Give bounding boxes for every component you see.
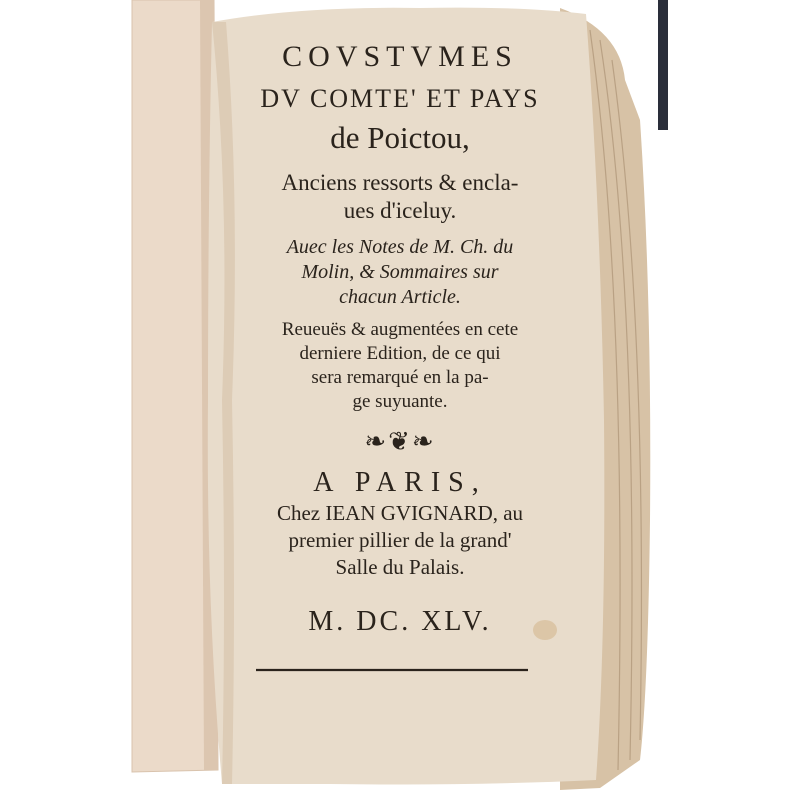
imprint-line-1: Chez IEAN GVIGNARD, au bbox=[276, 501, 524, 525]
title-page-text bbox=[210, 40, 590, 638]
imprint-line-2: premier pillier de la grand' bbox=[288, 528, 512, 552]
revision-line-2: derniere Edition, de ce qui bbox=[299, 343, 501, 364]
imprint-line-3: Salle du Palais. bbox=[335, 555, 465, 579]
subtitle-line-2: ues d'iceluy. bbox=[343, 198, 457, 223]
revision-line-4: ge suyuante. bbox=[352, 391, 448, 412]
notes-line-1: Auec les Notes de M. Ch. du bbox=[286, 236, 514, 258]
notes-line-3: chacun Article. bbox=[339, 286, 461, 308]
revision-line-1: Reueuës & augmentées en cete bbox=[281, 319, 519, 340]
title-line-1: COVSTVMES bbox=[282, 40, 518, 73]
background-strip bbox=[658, 0, 668, 130]
printer-ornament-icon: ❧❦❧ bbox=[364, 427, 436, 456]
revision-line-3: sera remarqué en la pa- bbox=[311, 367, 489, 388]
publication-date: M. DC. XLV. bbox=[308, 606, 492, 637]
notes-line-2: Molin, & Sommaires sur bbox=[301, 261, 499, 283]
place-of-publication: A PARIS, bbox=[313, 467, 487, 498]
title-line-2: DV COMTE' ET PAYS bbox=[260, 84, 540, 113]
subtitle-line-1: Anciens ressorts & encla- bbox=[281, 170, 519, 195]
title-line-3: de Poictou, bbox=[330, 120, 470, 155]
